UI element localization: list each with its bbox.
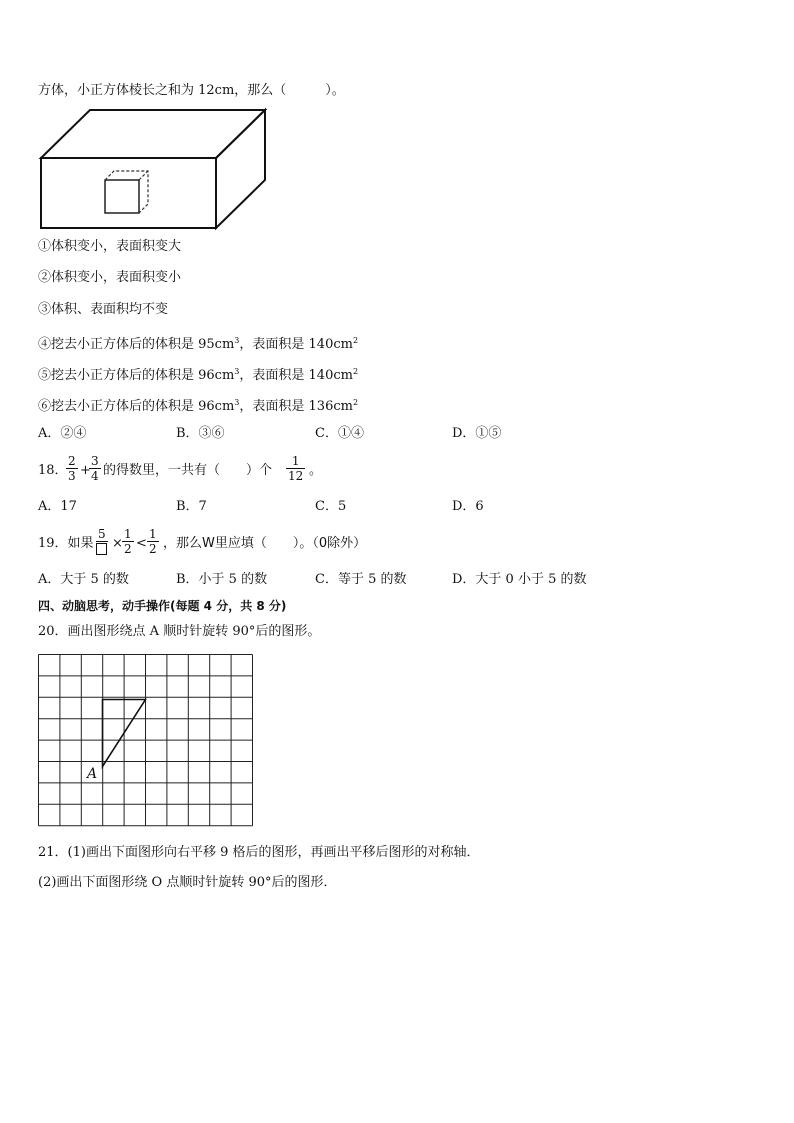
small-cube-hidden-edges [105, 171, 148, 213]
q18-choice-b: B．7 [176, 499, 207, 514]
q20-grid-figure [38, 654, 256, 830]
q17-option-4: ④挖去小正方体后的体积是 $95cm^3$，表面积是 $140cm^2$ [38, 336, 359, 352]
q19-less-than: < [136, 536, 147, 551]
q17-choice-b: B．③⑥ [176, 426, 225, 441]
q19-choice-a: A．大于 5 的数 [38, 572, 129, 587]
section-4-heading: 四、动脑思考，动手操作(每题 4 分，共 8 分) [38, 599, 287, 613]
cuboid-figure [36, 104, 271, 232]
q17-option-3: ③体积、表面积均不变 [38, 302, 169, 317]
q19-choice-d: D．大于 0 小于 5 的数 [452, 572, 587, 587]
q19-choice-b: B．小于 5 的数 [176, 572, 268, 587]
q17-choice-a: A．②④ [38, 426, 87, 441]
q18-fraction-1-12: 1 12 [288, 454, 304, 483]
q18-choice-c: C．5 [315, 499, 347, 514]
q18-middle-text: 的得数里，一共有（ ）个 [103, 463, 273, 478]
q17-option-5: ⑤挖去小正方体后的体积是 $96cm^3$，表面积是 $140cm^2$ [38, 367, 359, 383]
q18-choice-a: A．17 [38, 499, 77, 514]
q18-fraction-2-3: 2 3 [68, 454, 76, 483]
q18-number: 18． [38, 463, 68, 478]
cuboid-right-face [216, 110, 265, 228]
q21-line-2: (2)画出下面图形绕 O 点顺时针旋转 90°后的图形． [38, 875, 337, 890]
q19-times: × [112, 536, 123, 551]
q19-number: 19．如果 [38, 536, 94, 551]
q19-tail-text: ，那么W里应填（ ）。（0除外） [163, 536, 367, 551]
q20-point-a-label: A [87, 766, 98, 782]
q17-intro-text: 方体，小正方体棱长之和为 12cm，那么（ ）。 [38, 83, 345, 98]
q19-fraction-1-2-a: 1 2 [124, 527, 132, 556]
q17-choice-c: C．①④ [315, 426, 364, 441]
q19-choice-c: C．等于 5 的数 [315, 572, 407, 587]
q21-line-1: 21．(1)画出下面图形向右平移 9 格后的图形，再画出平移后图形的对称轴． [38, 845, 480, 860]
cuboid-top-face [41, 110, 265, 158]
q17-choice-d: D．①⑤ [452, 426, 502, 441]
q18-end: 。 [309, 463, 323, 478]
q19-fraction-1-2-b: 1 2 [149, 527, 157, 556]
q18-fraction-3-4: 3 4 [91, 454, 99, 483]
q17-option-2: ②体积变小，表面积变小 [38, 270, 182, 285]
q19-blank-box [96, 543, 107, 555]
small-cube-front [105, 180, 139, 213]
q17-option-1: ①体积变小，表面积变大 [38, 239, 182, 254]
q20-text: 20．画出图形绕点 A 顺时针旋转 90°后的图形。 [38, 624, 321, 639]
q18-plus: + [80, 463, 91, 478]
q19-fraction-5-box: 5 [96, 527, 108, 556]
cuboid-front-face [41, 158, 216, 228]
q18-choice-d: D．6 [452, 499, 484, 514]
q17-option-6: ⑥挖去小正方体后的体积是 $96cm^3$，表面积是 $136cm^2$ [38, 398, 359, 414]
